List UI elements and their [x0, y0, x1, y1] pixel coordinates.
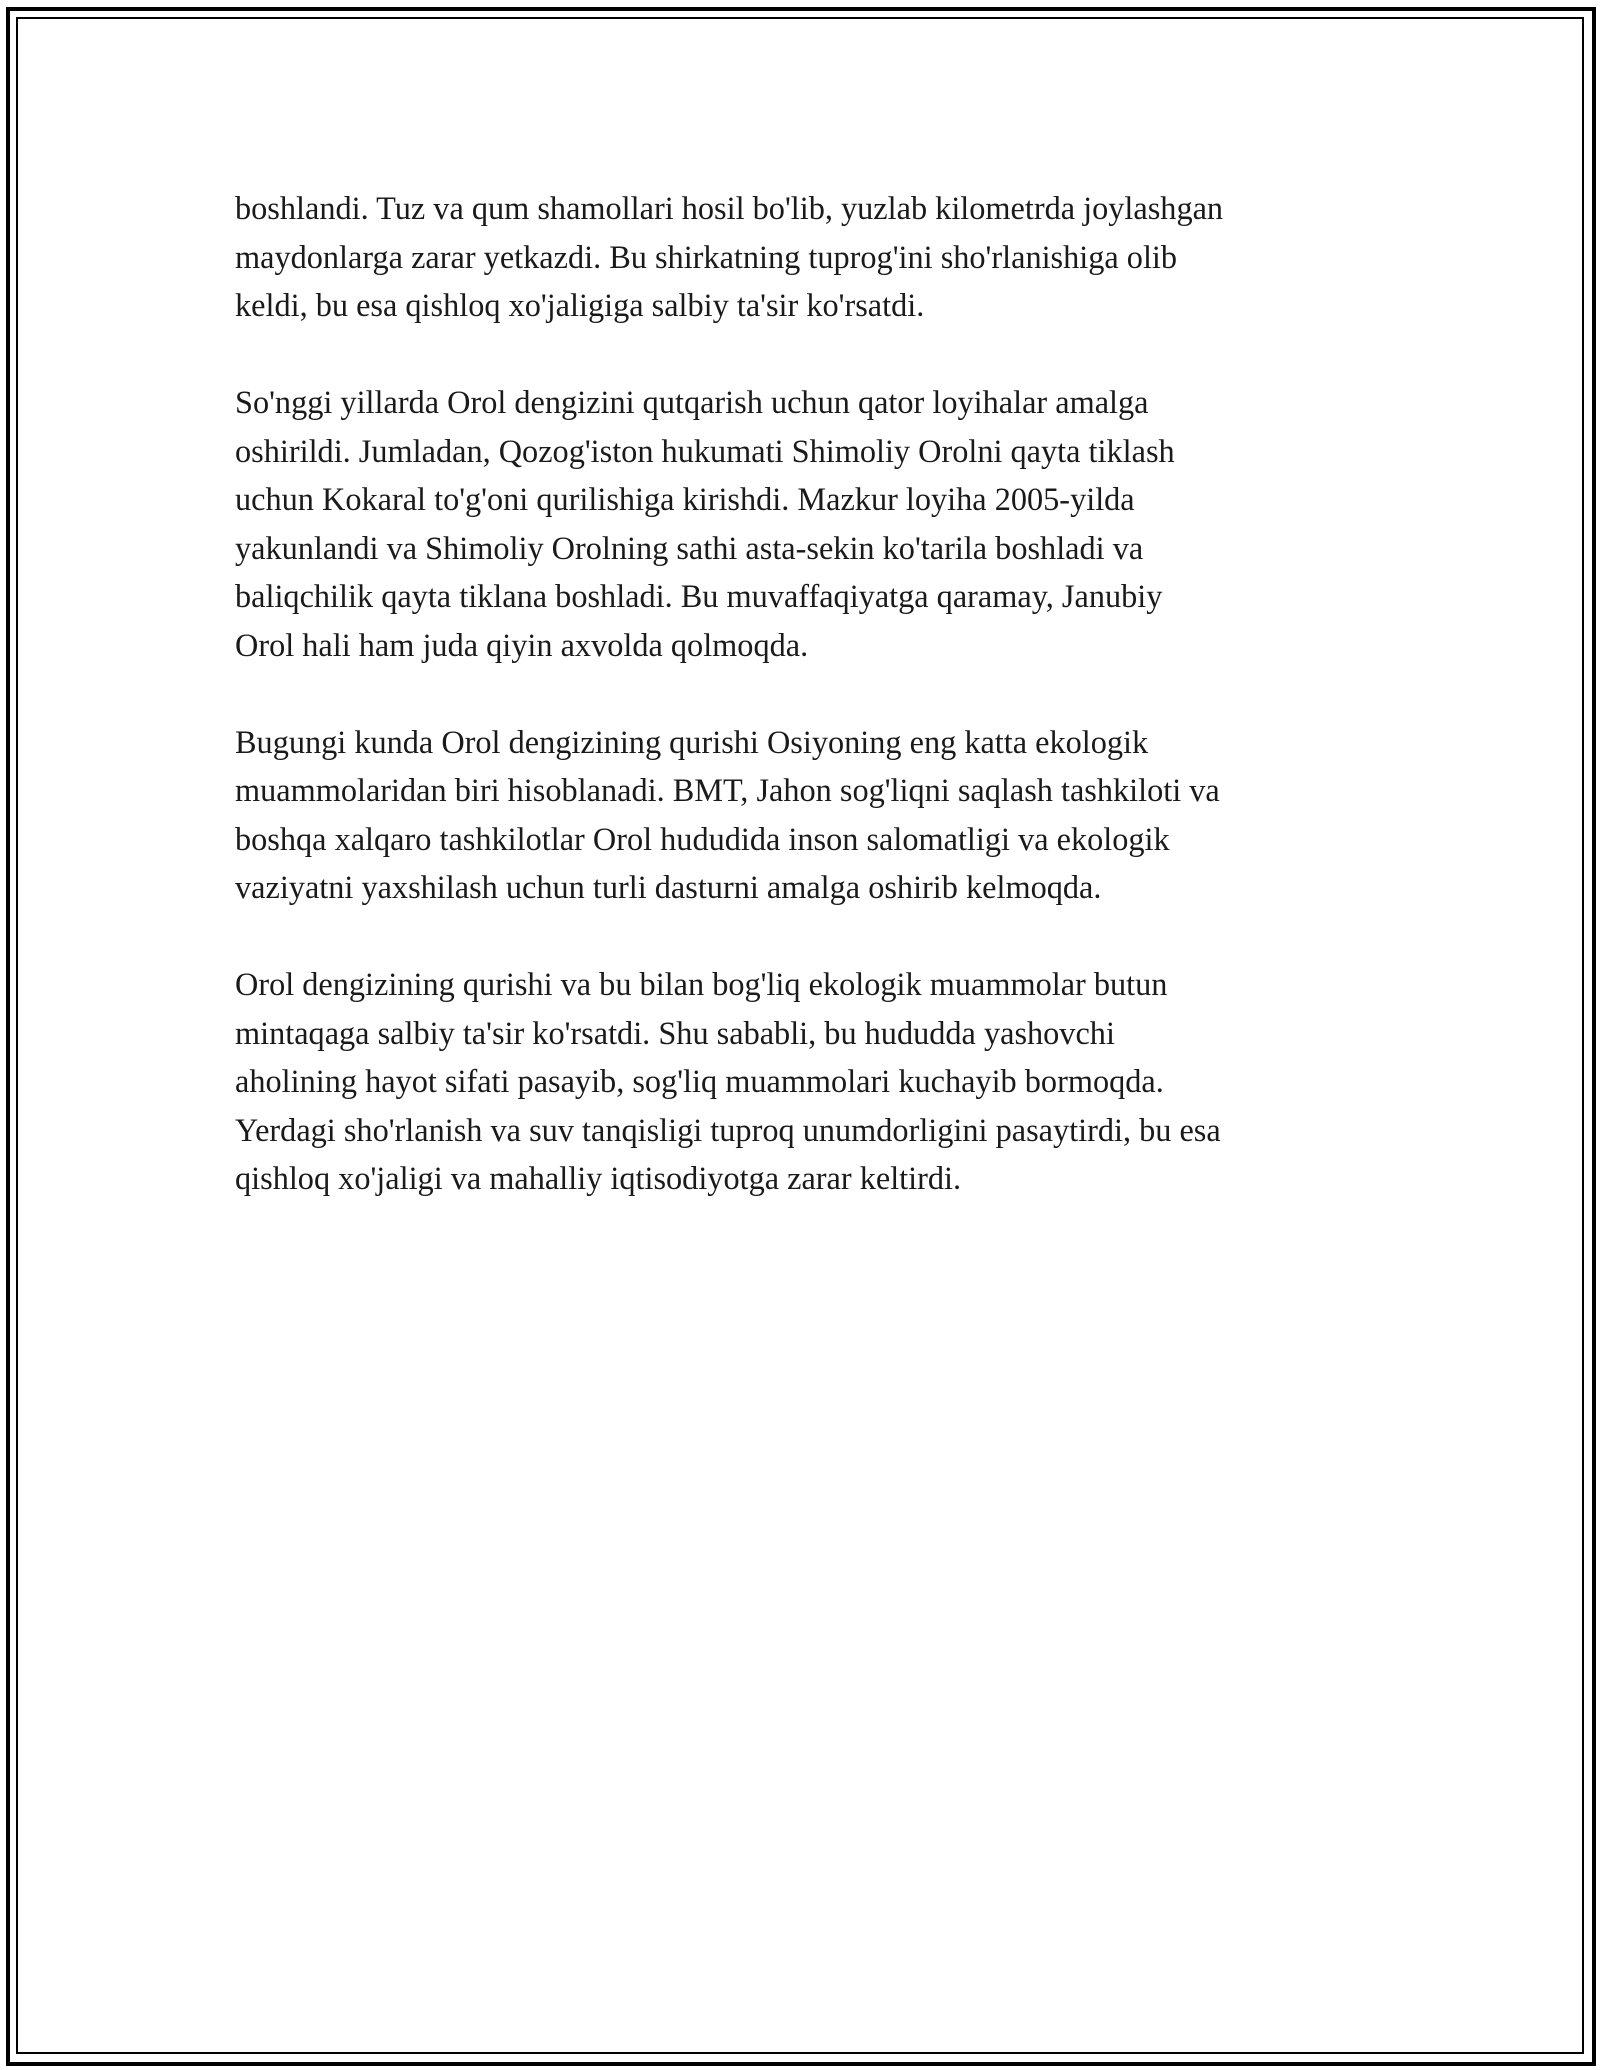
document-body	[235, 184, 1395, 1251]
text-line: boshlandi. Tuz va qum shamollari hosil bo'lib, yuzlab kilometrda joylashgan	[235, 190, 1224, 226]
text-line: So'nggi yillarda Orol dengizini qutqarish uchun qator loyihalar amalga	[235, 384, 1149, 420]
text-line: aholining hayot sifati pasayib, sog'liq muammolari kuchayib bormoqda.	[235, 1063, 1164, 1099]
text-line: maydonlarga zarar yetkazdi. Bu shirkatning tuprog'ini sho'rlanishiga olib	[235, 238, 1178, 275]
text-line: Orol hali ham juda qiyin axvolda qolmoqda.	[235, 626, 809, 663]
text-line: Yerdagi sho'rlanish va suv tanqisligi tuproq unumdorligini pasaytirdi, bu esa	[235, 1111, 1221, 1148]
text-line: yakunlandi va Shimoliy Orolning sathi asta-sekin ko'tarila boshladi va	[235, 529, 1144, 566]
paragraph-3	[235, 718, 1395, 912]
text-line: keldi, bu esa qishloq xo'jaligiga salbiy ta'sir ko'rsatdi.	[235, 287, 925, 323]
paragraph-2	[235, 378, 1395, 669]
text-line: vaziyatni yaxshilash uchun turli dasturni amalga oshirib kelmoqda.	[235, 869, 1102, 905]
text-line: qishloq xo'jaligi va mahalliy iqtisodiyotga zarar keltirdi.	[235, 1160, 962, 1196]
text-line: boshqa xalqaro tashkilotlar Orol hududida inson salomatligi va ekologik	[235, 820, 1170, 857]
paragraph-1	[235, 184, 1395, 330]
text-line: Bugungi kunda Orol dengizining qurishi Osiyoning eng katta ekologik	[235, 723, 1149, 760]
text-line: Orol dengizining qurishi va bu bilan bog'liq ekologik muammolar butun	[235, 966, 1168, 1002]
text-line: baliqchilik qayta tiklana boshladi. Bu muvaffaqiyatga qaramay, Janubiy	[235, 578, 1163, 614]
paragraph-4	[235, 960, 1395, 1203]
text-line: muammolaridan biri hisoblanadi. BMT, Jahon sog'liqni saqlash tashkiloti va	[235, 772, 1220, 808]
text-line: oshirildi. Jumladan, Qozog'iston hukumati Shimoliy Orolni qayta tiklash	[235, 432, 1175, 469]
text-line: mintaqaga salbiy ta'sir ko'rsatdi. Shu sababli, bu hududda yashovchi	[235, 1014, 1115, 1051]
text-line: uchun Kokaral to'g'oni qurilishiga kirishdi. Mazkur loyiha 2005-yilda	[235, 481, 1135, 517]
